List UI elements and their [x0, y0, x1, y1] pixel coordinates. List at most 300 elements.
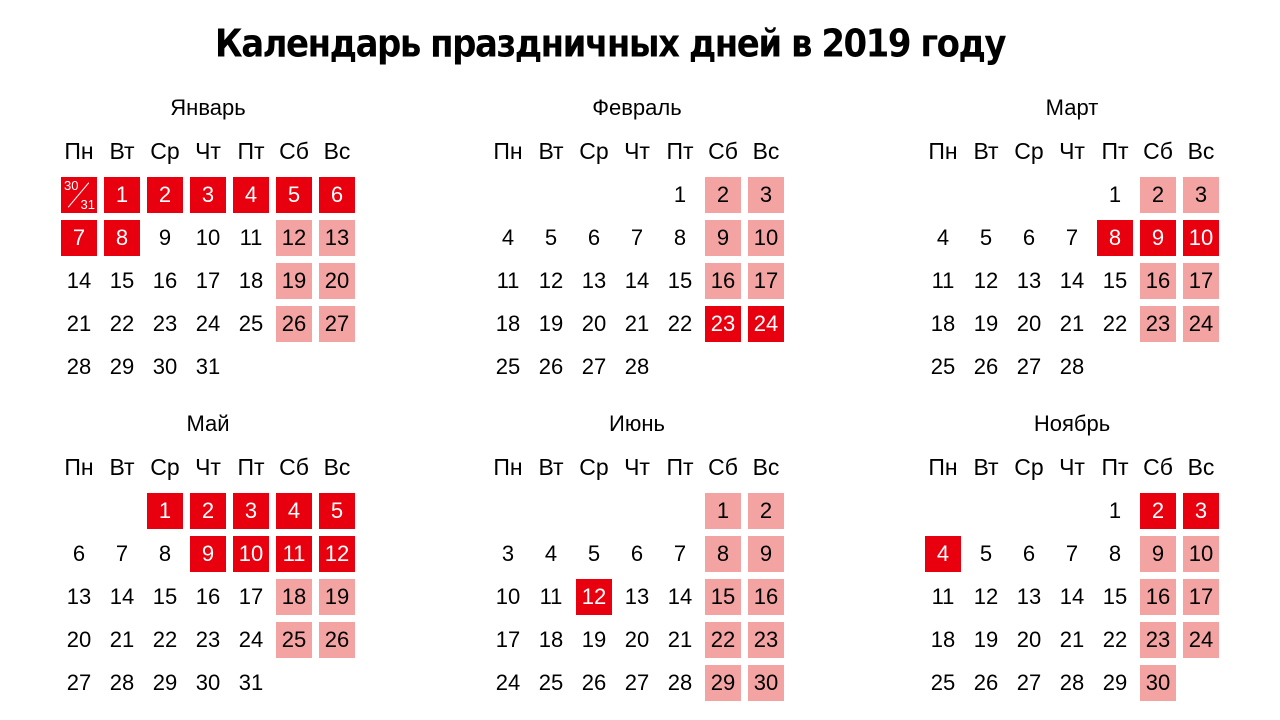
- weekday-header: Чт: [1059, 454, 1085, 480]
- day-number: 2: [190, 493, 226, 529]
- day-cell: [273, 575, 316, 618]
- day-number: 18: [276, 579, 312, 615]
- empty-cell: [616, 489, 659, 532]
- weekday-header: Сб: [1143, 138, 1173, 164]
- day-number: 3: [233, 493, 269, 529]
- month-grid: [917, 446, 1227, 704]
- day-number: 21: [1059, 626, 1085, 652]
- weekday-header: Ср: [150, 138, 180, 164]
- day-cell: [745, 216, 788, 259]
- day-cell: [530, 575, 573, 618]
- day-number: 12: [538, 267, 564, 293]
- day-number: 17: [195, 267, 221, 293]
- day-number: 15: [1102, 267, 1128, 293]
- day-number: 19: [973, 626, 999, 652]
- day-number: 18: [238, 267, 264, 293]
- month-name: Январь: [170, 95, 246, 120]
- day-cell: [1094, 618, 1137, 661]
- day-cell: [922, 259, 965, 302]
- day-cell: [616, 532, 659, 575]
- month-grid: [53, 130, 363, 388]
- day-number: 3: [1183, 493, 1219, 529]
- day-cell: [1008, 302, 1051, 345]
- day-cell: [187, 618, 230, 661]
- day-number: 26: [319, 622, 355, 658]
- day-number: 14: [624, 267, 650, 293]
- day-cell: [316, 575, 359, 618]
- day-number: 6: [1022, 540, 1036, 566]
- day-number: 2: [1140, 493, 1176, 529]
- day-cell: [58, 216, 101, 259]
- empty-cell: [1008, 489, 1051, 532]
- day-number: 11: [239, 224, 263, 250]
- month-name: Май: [186, 411, 230, 436]
- month-may: [53, 410, 363, 704]
- day-number: 27: [581, 353, 607, 379]
- day-number: 28: [667, 669, 693, 695]
- day-number: 28: [109, 669, 135, 695]
- day-cell: [922, 345, 965, 388]
- day-cell: [745, 302, 788, 345]
- day-cell: [530, 345, 573, 388]
- day-cell: [1051, 345, 1094, 388]
- weekday-header: Пн: [493, 138, 523, 164]
- day-number: 20: [319, 263, 355, 299]
- month-grid: [482, 446, 792, 704]
- day-number: 21: [1059, 310, 1085, 336]
- day-cell: [922, 532, 965, 575]
- day-cell: [745, 489, 788, 532]
- day-number: 22: [1102, 626, 1128, 652]
- month-name: Июнь: [609, 411, 665, 436]
- day-cell: [101, 618, 144, 661]
- day-cell: [1180, 302, 1223, 345]
- day-cell: [316, 618, 359, 661]
- day-cell: [530, 661, 573, 704]
- day-cell: [1051, 302, 1094, 345]
- day-number: 2: [748, 493, 784, 529]
- day-number: 7: [1065, 540, 1079, 566]
- day-number: 19: [538, 310, 564, 336]
- day-number: 30: [1140, 665, 1176, 701]
- day-number: 10: [748, 220, 784, 256]
- day-number: 24: [1183, 622, 1219, 658]
- day-number: 19: [973, 310, 999, 336]
- weekday-header: Чт: [624, 138, 650, 164]
- day-number: 27: [319, 306, 355, 342]
- day-number: 17: [1183, 579, 1219, 615]
- day-cell: [702, 532, 745, 575]
- day-cell: [58, 532, 101, 575]
- day-number: 28: [1059, 669, 1085, 695]
- day-number: 12: [973, 583, 999, 609]
- day-cell: [1137, 618, 1180, 661]
- day-number: 12: [973, 267, 999, 293]
- day-cell: [1137, 575, 1180, 618]
- day-cell: [1180, 575, 1223, 618]
- day-number: 18: [538, 626, 564, 652]
- month-name: Ноябрь: [1033, 411, 1111, 436]
- day-number: 11: [276, 536, 312, 572]
- day-number: 8: [1108, 540, 1122, 566]
- day-number: 24: [195, 310, 221, 336]
- day-number: 24: [748, 306, 784, 342]
- day-cell: [965, 575, 1008, 618]
- split-day-a: 30: [64, 177, 79, 193]
- day-number: 14: [66, 267, 92, 293]
- day-number: 13: [581, 267, 607, 293]
- day-cell: [316, 302, 359, 345]
- day-number: 15: [109, 267, 135, 293]
- day-cell: [101, 216, 144, 259]
- month-february: [482, 94, 792, 388]
- weekday-header: Пт: [237, 138, 265, 164]
- day-number: 3: [1183, 177, 1219, 213]
- empty-cell: [616, 173, 659, 216]
- day-number: 27: [1016, 669, 1042, 695]
- day-cell: [1180, 532, 1223, 575]
- empty-cell: [573, 173, 616, 216]
- day-cell: [702, 489, 745, 532]
- day-number: 6: [319, 177, 355, 213]
- weekday-header: Вс: [752, 138, 780, 164]
- weekday-header: Пт: [1101, 454, 1129, 480]
- day-cell: [745, 618, 788, 661]
- weekday-header: Пт: [237, 454, 265, 480]
- day-cell: [1051, 661, 1094, 704]
- day-cell: [965, 302, 1008, 345]
- day-cell: [273, 259, 316, 302]
- day-cell: [965, 216, 1008, 259]
- day-cell: [487, 259, 530, 302]
- day-number: 22: [1102, 310, 1128, 336]
- day-number: 23: [1140, 622, 1176, 658]
- day-number: 15: [705, 579, 741, 615]
- month-name: Март: [1045, 95, 1099, 120]
- weekday-header: Чт: [1059, 138, 1085, 164]
- day-cell: [487, 575, 530, 618]
- day-cell: [487, 216, 530, 259]
- day-cell: [1008, 216, 1051, 259]
- day-number: 25: [538, 669, 564, 695]
- day-number: 2: [147, 177, 183, 213]
- empty-cell: [1051, 489, 1094, 532]
- day-number: 26: [973, 353, 999, 379]
- day-number: 20: [1016, 310, 1042, 336]
- day-number: 25: [930, 353, 956, 379]
- day-number: 22: [667, 310, 693, 336]
- day-number: 15: [1102, 583, 1128, 609]
- day-number: 4: [936, 224, 950, 250]
- day-cell: [1008, 661, 1051, 704]
- empty-cell: [573, 489, 616, 532]
- day-number: 25: [238, 310, 264, 336]
- day-cell: [922, 575, 965, 618]
- day-cell: [573, 618, 616, 661]
- day-cell: [1008, 575, 1051, 618]
- day-number: 3: [501, 540, 515, 566]
- day-number: 27: [1016, 353, 1042, 379]
- weekday-header: Вс: [752, 454, 780, 480]
- day-number: 22: [109, 310, 135, 336]
- day-cell: [487, 302, 530, 345]
- day-number: 28: [66, 353, 92, 379]
- day-number: 23: [705, 306, 741, 342]
- day-number: 6: [587, 224, 601, 250]
- day-number: 23: [1140, 306, 1176, 342]
- day-cell: [144, 618, 187, 661]
- month-january: [53, 94, 363, 388]
- day-cell: [230, 618, 273, 661]
- day-cell: [273, 173, 316, 216]
- day-cell: [530, 532, 573, 575]
- day-number: 25: [930, 669, 956, 695]
- weekday-header: Вт: [973, 138, 999, 164]
- day-cell: [316, 216, 359, 259]
- day-number: 5: [587, 540, 601, 566]
- day-cell: [144, 532, 187, 575]
- day-number: 31: [195, 353, 221, 379]
- day-cell: [230, 259, 273, 302]
- day-cell: [230, 661, 273, 704]
- day-number: 8: [1097, 220, 1133, 256]
- day-cell: [530, 302, 573, 345]
- page-title: Календарь праздничных дней в 2019 году: [214, 22, 1006, 67]
- day-number: 15: [667, 267, 693, 293]
- day-number: 1: [1108, 497, 1122, 523]
- day-cell: [1008, 259, 1051, 302]
- day-cell: [58, 259, 101, 302]
- day-cell: [573, 302, 616, 345]
- empty-cell: [965, 173, 1008, 216]
- day-cell: [1051, 618, 1094, 661]
- day-cell: [230, 532, 273, 575]
- day-cell: [616, 618, 659, 661]
- day-cell: [745, 259, 788, 302]
- day-number: 31: [238, 669, 264, 695]
- day-number: 4: [925, 536, 961, 572]
- day-number: 8: [158, 540, 172, 566]
- day-cell: [187, 532, 230, 575]
- day-number: 25: [276, 622, 312, 658]
- weekday-header: Ср: [1014, 454, 1044, 480]
- weekday-header: Сб: [1143, 454, 1173, 480]
- weekday-header: Вт: [538, 138, 564, 164]
- day-number: 16: [1140, 263, 1176, 299]
- day-number: 6: [1022, 224, 1036, 250]
- weekday-header: Ср: [150, 454, 180, 480]
- day-number: 8: [104, 220, 140, 256]
- day-number: 4: [233, 177, 269, 213]
- weekday-header: Вт: [109, 138, 135, 164]
- day-cell: [702, 173, 745, 216]
- weekday-header: Пн: [64, 138, 94, 164]
- day-number: 26: [973, 669, 999, 695]
- day-cell: [187, 216, 230, 259]
- day-cell: [187, 489, 230, 532]
- day-cell: [1094, 575, 1137, 618]
- split-day-b: 31: [80, 196, 95, 212]
- day-cell: [659, 661, 702, 704]
- day-cell: [1180, 489, 1223, 532]
- day-cell: [530, 216, 573, 259]
- day-cell: [187, 302, 230, 345]
- month-name: Февраль: [592, 95, 682, 120]
- day-number: 7: [61, 220, 97, 256]
- day-number: 17: [748, 263, 784, 299]
- day-number: 7: [630, 224, 644, 250]
- day-cell: [616, 575, 659, 618]
- day-cell: [1051, 575, 1094, 618]
- day-cell: [616, 302, 659, 345]
- day-number: 2: [1140, 177, 1176, 213]
- day-cell: [659, 259, 702, 302]
- weekday-header: Сб: [279, 138, 309, 164]
- day-number: 13: [66, 583, 92, 609]
- day-cell: [1137, 173, 1180, 216]
- day-number: 30: [152, 353, 178, 379]
- day-cell: [101, 259, 144, 302]
- day-cell: [1180, 259, 1223, 302]
- day-number: 29: [705, 665, 741, 701]
- day-number: 10: [1183, 536, 1219, 572]
- day-cell: [1051, 532, 1094, 575]
- day-cell: [1180, 173, 1223, 216]
- weekday-header: Пт: [666, 138, 694, 164]
- weekday-header: Сб: [708, 454, 738, 480]
- day-number: 27: [66, 669, 92, 695]
- day-number: 17: [1183, 263, 1219, 299]
- day-cell: [58, 661, 101, 704]
- day-number: 12: [319, 536, 355, 572]
- day-number: 5: [276, 177, 312, 213]
- weekday-header: Пн: [64, 454, 94, 480]
- day-number: 19: [276, 263, 312, 299]
- day-number: 15: [152, 583, 178, 609]
- day-cell: [965, 661, 1008, 704]
- day-cell: [965, 345, 1008, 388]
- day-cell: [702, 259, 745, 302]
- day-cell: [230, 173, 273, 216]
- day-number: 1: [705, 493, 741, 529]
- month-grid: [53, 446, 363, 704]
- month-june: [482, 410, 792, 704]
- day-cell: [530, 259, 573, 302]
- weekday-header: Пт: [666, 454, 694, 480]
- day-number: 6: [630, 540, 644, 566]
- day-cell: [101, 345, 144, 388]
- day-cell: [230, 575, 273, 618]
- day-number: 13: [1016, 583, 1042, 609]
- day-number: 3: [190, 177, 226, 213]
- day-cell: [1137, 489, 1180, 532]
- day-number: 10: [233, 536, 269, 572]
- day-number: 26: [538, 353, 564, 379]
- day-cell: [487, 618, 530, 661]
- weekday-header: Вт: [538, 454, 564, 480]
- day-number: 11: [931, 583, 955, 609]
- day-number: 30: [748, 665, 784, 701]
- day-number: 8: [673, 224, 687, 250]
- day-cell: [530, 618, 573, 661]
- day-cell: [1008, 618, 1051, 661]
- day-cell: [187, 173, 230, 216]
- weekday-header: Пн: [928, 138, 958, 164]
- day-cell: [58, 575, 101, 618]
- day-cell: [965, 618, 1008, 661]
- day-cell: [487, 661, 530, 704]
- day-number: 1: [673, 181, 687, 207]
- day-cell: [101, 173, 144, 216]
- day-number: 12: [276, 220, 312, 256]
- day-number: 18: [930, 626, 956, 652]
- day-cell: [144, 661, 187, 704]
- weekday-header: Вт: [973, 454, 999, 480]
- day-cell: [1137, 661, 1180, 704]
- day-number: 10: [495, 583, 521, 609]
- day-cell: [273, 618, 316, 661]
- day-number: 7: [673, 540, 687, 566]
- split-day-box: [61, 177, 97, 213]
- empty-cell: [922, 489, 965, 532]
- day-number: 9: [705, 220, 741, 256]
- day-number: 21: [624, 310, 650, 336]
- weekday-header: Вс: [323, 138, 351, 164]
- empty-cell: [530, 173, 573, 216]
- day-number: 11: [496, 267, 520, 293]
- day-number: 24: [495, 669, 521, 695]
- weekday-header: Сб: [279, 454, 309, 480]
- day-cell: [659, 173, 702, 216]
- day-number: 21: [109, 626, 135, 652]
- day-cell: [316, 532, 359, 575]
- month-march: [917, 94, 1227, 388]
- day-cell: [487, 345, 530, 388]
- weekday-header: Ср: [1014, 138, 1044, 164]
- day-number: 14: [109, 583, 135, 609]
- day-cell: [702, 302, 745, 345]
- day-number: 14: [1059, 583, 1085, 609]
- day-cell: [573, 259, 616, 302]
- day-number: 1: [104, 177, 140, 213]
- day-number: 6: [72, 540, 86, 566]
- day-number: 11: [931, 267, 955, 293]
- day-cell: [1094, 216, 1137, 259]
- day-number: 23: [748, 622, 784, 658]
- weekday-header: Чт: [624, 454, 650, 480]
- day-number: 9: [1140, 220, 1176, 256]
- empty-cell: [1051, 173, 1094, 216]
- day-cell: [702, 216, 745, 259]
- day-number: 20: [581, 310, 607, 336]
- day-cell: [1094, 489, 1137, 532]
- day-cell: [702, 618, 745, 661]
- day-number: 4: [501, 224, 515, 250]
- day-number: 24: [238, 626, 264, 652]
- day-number: 2: [705, 177, 741, 213]
- day-number: 11: [539, 583, 563, 609]
- day-number: 5: [979, 224, 993, 250]
- day-number: 17: [238, 583, 264, 609]
- day-cell: [144, 216, 187, 259]
- empty-cell: [659, 489, 702, 532]
- day-number: 23: [152, 310, 178, 336]
- day-number: 29: [1102, 669, 1128, 695]
- day-number: 12: [576, 579, 612, 615]
- month-november: [917, 410, 1227, 704]
- day-number: 26: [581, 669, 607, 695]
- day-number: 28: [624, 353, 650, 379]
